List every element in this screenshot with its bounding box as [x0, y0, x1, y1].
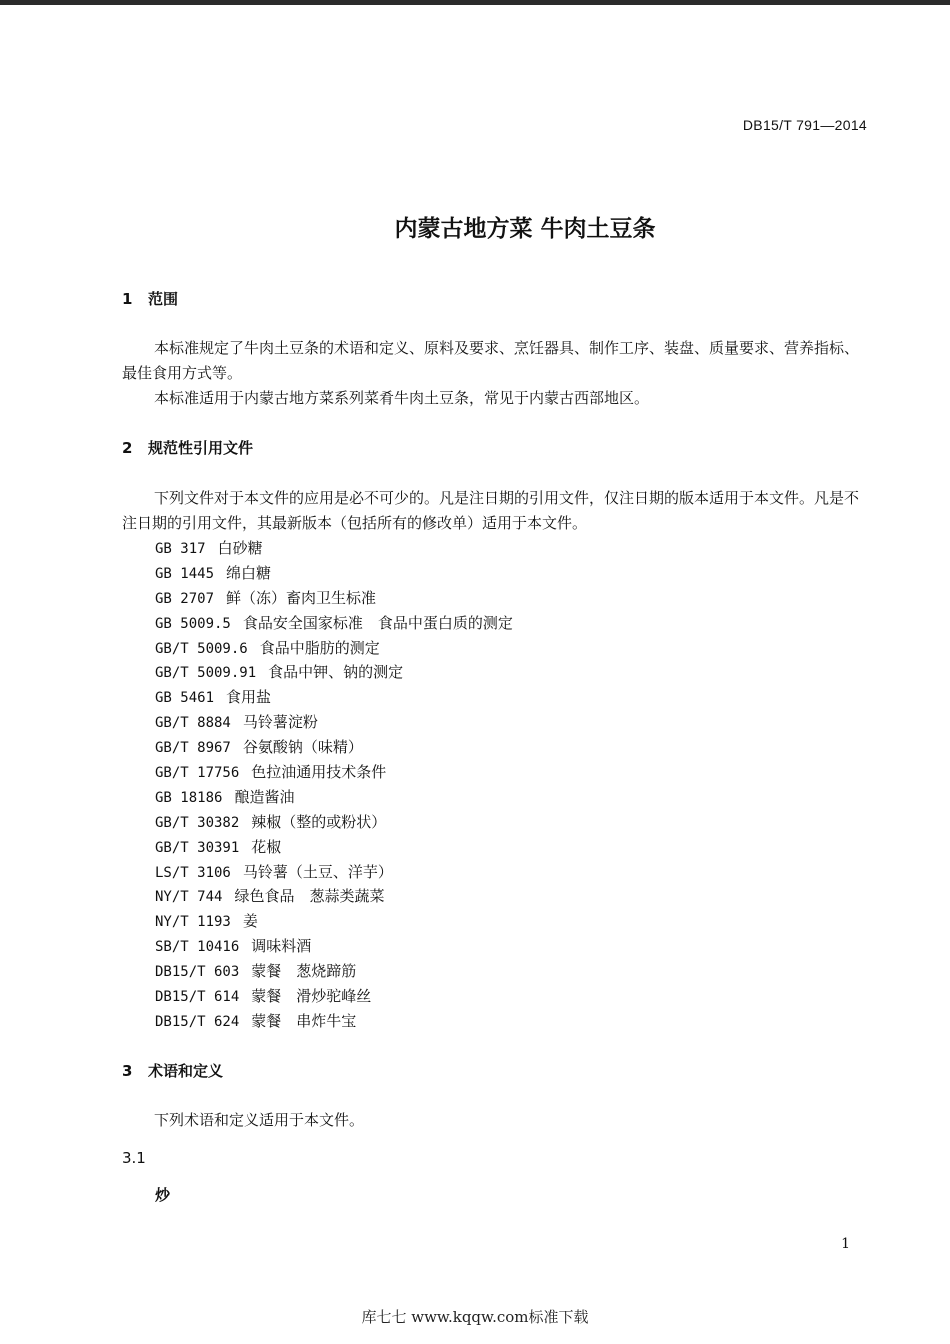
reference-title: 蒙餐 串炸牛宝: [251, 1011, 357, 1030]
section-3-heading: [122, 1060, 223, 1081]
reference-code: GB 1445: [155, 565, 215, 582]
document-title: 内蒙古地方菜 牛肉土豆条: [394, 216, 656, 242]
list-item: [155, 860, 513, 885]
reference-code: GB/T 8967: [155, 740, 231, 757]
list-item: [155, 561, 513, 586]
reference-title: 色拉油通用技术条件: [251, 763, 387, 782]
list-item: [155, 1009, 513, 1034]
reference-code: GB/T 5009.91: [155, 665, 257, 682]
top-border: [0, 0, 950, 5]
list-item: [155, 536, 513, 561]
reference-code: SB/T 10416: [155, 939, 240, 956]
section-number: 3: [122, 1062, 133, 1080]
reference-code: DB15/T 614: [155, 989, 240, 1006]
list-item: [155, 785, 513, 810]
reference-code: GB 18186: [155, 789, 223, 806]
list-item: [155, 884, 513, 909]
reference-code: DB15/T 603: [155, 964, 240, 981]
reference-code: GB 317: [155, 541, 206, 557]
scope-paragraph-2: 本标准适用于内蒙古地方菜系列菜肴牛肉土豆条，常见于内蒙古西部地区。: [154, 389, 650, 407]
reference-code: GB/T 5009.6: [155, 640, 248, 657]
reference-title: 花椒: [251, 837, 282, 856]
list-item: [155, 909, 513, 934]
term-name: 炒: [155, 1186, 171, 1204]
list-item: [155, 636, 513, 661]
list-item: [155, 735, 513, 760]
list-item: [155, 835, 513, 860]
footer-watermark: 库七七 www.kqqw.com标准下载: [361, 1308, 589, 1326]
reference-title: 白砂糖: [217, 539, 263, 557]
reference-title: 酿造酱油: [234, 787, 295, 806]
reference-code: GB/T 30382: [155, 814, 240, 831]
reference-title: 食品中钾、钠的测定: [268, 663, 404, 682]
reference-code: DB15/T 624: [155, 1013, 240, 1030]
list-item: [155, 611, 513, 636]
reference-code: GB/T 8884: [155, 715, 231, 732]
reference-title: 食品中脂肪的测定: [259, 638, 380, 657]
normative-intro: 下列文件对于本文件的应用是必不可少的。凡是注日期的引用文件，仅注日期的版本适用于本文件。凡是不注日期的引用文件，其最新版本（包括所有的修改单）适用于本文件。: [122, 489, 860, 532]
page-number: 1: [841, 1236, 850, 1252]
reference-title: 姜: [242, 912, 258, 931]
reference-title: 绵白糖: [226, 563, 272, 582]
subclause-number: 3.1: [122, 1149, 146, 1167]
reference-code: NY/T 1193: [155, 914, 231, 931]
list-item: [155, 586, 513, 611]
list-item: [155, 810, 513, 835]
reference-code: GB/T 30391: [155, 839, 240, 856]
reference-code: GB 5009.5: [155, 615, 231, 632]
reference-title: 蒙餐 滑炒驼峰丝: [251, 987, 372, 1006]
reference-list: [155, 536, 513, 1034]
list-item: [155, 984, 513, 1009]
reference-title: 辣椒（整的或粉状）: [251, 812, 387, 831]
reference-title: 谷氨酸钠（味精）: [242, 738, 363, 757]
reference-code: GB 2707: [155, 590, 215, 607]
reference-title: 绿色食品 葱蒜类蔬菜: [234, 887, 385, 906]
list-item: [155, 760, 513, 785]
reference-title: 食品安全国家标准 食品中蛋白质的测定: [242, 613, 513, 632]
section-title: 规范性引用文件: [148, 439, 254, 457]
terms-intro: 下列术语和定义适用于本文件。: [154, 1111, 365, 1129]
list-item: [155, 710, 513, 735]
standard-code: DB15/T 791—2014: [742, 117, 867, 133]
reference-title: 食用盐: [226, 688, 272, 707]
reference-code: GB 5461: [155, 690, 215, 707]
scope-paragraph-1: 本标准规定了牛肉土豆条的术语和定义、原料及要求、烹饪器具、制作工序、装盘、质量要求、营养指标、最佳食用方式等。: [122, 339, 860, 382]
reference-title: 鲜（冻）畜肉卫生标准: [226, 588, 377, 607]
section-1-heading: [122, 288, 178, 309]
list-item: [155, 934, 513, 959]
section-number: 1: [122, 290, 133, 308]
reference-title: 马铃薯（土豆、洋芋）: [242, 862, 393, 881]
reference-title: 马铃薯淀粉: [242, 713, 318, 732]
reference-code: LS/T 3106: [155, 864, 231, 881]
reference-code: NY/T 744: [155, 889, 223, 906]
reference-title: 调味料酒: [251, 937, 312, 956]
list-item: [155, 685, 513, 710]
list-item: [155, 959, 513, 984]
section-title: 范围: [148, 290, 179, 308]
section-2-heading: [122, 437, 253, 458]
reference-code: GB/T 17756: [155, 765, 240, 782]
section-title: 术语和定义: [148, 1062, 224, 1080]
section-number: 2: [122, 439, 133, 457]
reference-title: 蒙餐 葱烧蹄筋: [251, 962, 357, 981]
list-item: [155, 660, 513, 685]
